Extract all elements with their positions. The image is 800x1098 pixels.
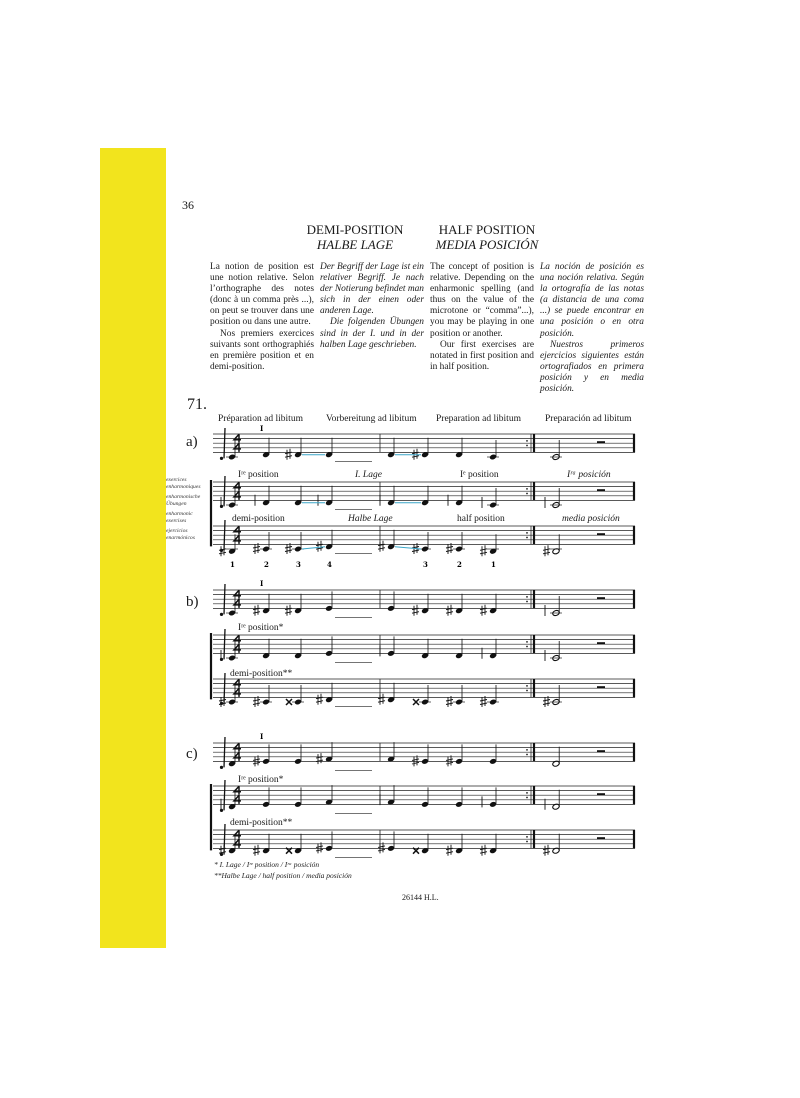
sharp-icon	[480, 845, 487, 856]
page-number: 36	[182, 198, 194, 212]
fingering-number: 1	[230, 560, 235, 569]
repeat-dot	[526, 596, 528, 598]
half-rest	[597, 533, 605, 535]
sharp-icon	[446, 605, 453, 616]
treble-clef-icon	[220, 809, 223, 812]
treble-clef-icon	[220, 766, 223, 769]
staff-label: Iʳᵉ position*	[238, 623, 284, 633]
system-label-a: a)	[186, 434, 198, 450]
staff-label: Iʳᵉ position	[238, 470, 279, 480]
sharp-icon	[446, 845, 453, 856]
sharp-icon	[412, 605, 419, 616]
paragraph: Der Begriff der Lage ist ein relativer Begriff. Je nach der Notierung befindet man sich in der einen oder anderen Lage.	[320, 262, 424, 317]
staff-label: I. Lage	[355, 470, 382, 480]
fingering-number: 3	[296, 560, 301, 569]
repeat-dot	[526, 646, 528, 648]
heading-en: HALF POSITION	[438, 222, 536, 237]
side-label-fr: exercices enharmoniques	[166, 477, 201, 490]
fingering-number: 2	[457, 560, 462, 569]
repeat-dot	[526, 641, 528, 643]
position-marker: I	[260, 579, 264, 588]
heading-fr: DEMI-POSITION	[306, 222, 404, 237]
sharp-icon	[285, 449, 292, 460]
half-rest	[597, 489, 605, 491]
half-rest	[597, 837, 605, 839]
treble-clef-icon	[220, 613, 223, 616]
repeat-dot	[526, 792, 528, 794]
repeat-dot	[526, 445, 528, 447]
half-rest	[597, 686, 605, 688]
sharp-icon	[543, 845, 550, 856]
sharp-icon	[378, 694, 385, 705]
staff-label: demi-position	[232, 514, 285, 524]
treble-clef-icon	[224, 780, 225, 810]
repeat-dot	[526, 685, 528, 687]
double-sharp-icon	[286, 699, 292, 705]
paragraph: Nuestros primeros ejercicios siguientes están ortografiados en primera posición y en media posición.	[540, 339, 644, 395]
staff-label: demi-position**	[230, 669, 293, 679]
sharp-icon	[316, 541, 323, 552]
paragraph: La noción de posición es una noción relativa. Según la ortografía de las notas (a distancia de una coma ...) se puede encontrar en una posición o en otra posición.	[540, 262, 644, 339]
staff-label: media posición	[562, 514, 620, 524]
paragraph: Our first exercises are notated in first position and in half position.	[430, 339, 534, 372]
half-rest	[597, 441, 605, 443]
preparation-en: Preparation ad libitum	[436, 414, 521, 424]
half-rest	[597, 597, 605, 599]
paragraph: Nos premiers exercices suivants sont orthographiés en première position et en demi-position.	[210, 328, 314, 372]
exercise-number: 71.	[187, 396, 207, 413]
staff-label: half position	[457, 514, 505, 524]
repeat-dot	[526, 488, 528, 490]
treble-clef-icon	[224, 629, 225, 659]
treble-clef-icon	[220, 457, 223, 460]
repeat-dot	[526, 836, 528, 838]
preparation-fr: Préparation ad libitum	[218, 414, 303, 424]
footnote-2: **Halbe Lage / half position / media posición	[214, 871, 352, 880]
repeat-dot	[526, 537, 528, 539]
double-sharp-icon	[413, 699, 419, 705]
sharp-icon	[253, 845, 260, 856]
repeat-dot	[526, 493, 528, 495]
treble-clef-icon	[224, 737, 225, 767]
repeat-dot	[526, 690, 528, 692]
repeat-dot	[526, 601, 528, 603]
repeat-dot	[526, 841, 528, 843]
sharp-icon	[480, 605, 487, 616]
repeat-dot	[526, 532, 528, 534]
sharp-icon	[316, 694, 323, 705]
system-label-b: b)	[186, 594, 199, 610]
sharp-icon	[543, 545, 550, 556]
half-rest	[597, 793, 605, 795]
footnote-1: * I. Lage / Iʳᵉ position / Iʳᵃ posición	[214, 860, 320, 869]
staff-label: Iᵉ position	[460, 470, 499, 480]
side-label-en: enharmonic exercises	[166, 511, 193, 524]
treble-clef-icon	[224, 428, 225, 458]
repeat-dot	[526, 754, 528, 756]
fingering-number: 1	[491, 560, 496, 569]
repeat-dot	[526, 749, 528, 751]
paragraph: La notion de position est une notion relative. Selon l’orthographe des notes (donc à un comma près ...), on peut se trouver dans une position ou dans une autre.	[210, 262, 314, 328]
staff-label: Halbe Lage	[348, 514, 393, 524]
paragraph: Die folgenden Übungen sind in der I. und in der halben Lage geschrieben.	[320, 317, 424, 350]
position-marker: I	[260, 732, 264, 741]
treble-clef-icon	[220, 505, 223, 508]
preparation-es: Preparación ad libitum	[545, 414, 632, 424]
heading-de: HALBE LAGE	[316, 237, 394, 252]
system-label-c: c)	[186, 746, 198, 762]
half-rest	[597, 750, 605, 752]
fingering-number: 3	[423, 560, 428, 569]
treble-clef-icon	[224, 476, 225, 506]
treble-clef-icon	[220, 658, 223, 661]
position-marker: I	[260, 424, 264, 433]
heading-es: MEDIA POSICIÓN	[435, 237, 539, 252]
repeat-dot	[526, 440, 528, 442]
sharp-icon	[316, 753, 323, 764]
catalog-number: 26144 H.L.	[402, 893, 439, 902]
preparation-de: Vorbereitung ad libitum	[326, 414, 417, 424]
side-label-es: ejercicios enarmónicos	[166, 528, 195, 541]
staff-label: demi-position**	[230, 818, 293, 828]
sharp-icon	[253, 605, 260, 616]
side-label-de: enharmonische Übungen	[166, 494, 201, 507]
fingering-number: 4	[327, 560, 332, 569]
sharp-icon	[480, 545, 487, 556]
fingering-number: 2	[264, 560, 269, 569]
treble-clef-icon	[224, 584, 225, 614]
sharp-icon	[285, 605, 292, 616]
staff-label: Iʳᵉ position*	[238, 775, 284, 785]
repeat-dot	[526, 797, 528, 799]
sharp-icon	[378, 541, 385, 552]
staff-label: Iʳᵃ posición	[567, 470, 611, 480]
half-rest	[597, 642, 605, 644]
paragraph: The concept of position is relative. Depending on the enharmonic spelling (and thus on the value of the microtone or “comma”...), you may be playing in one position or another.	[430, 262, 534, 339]
